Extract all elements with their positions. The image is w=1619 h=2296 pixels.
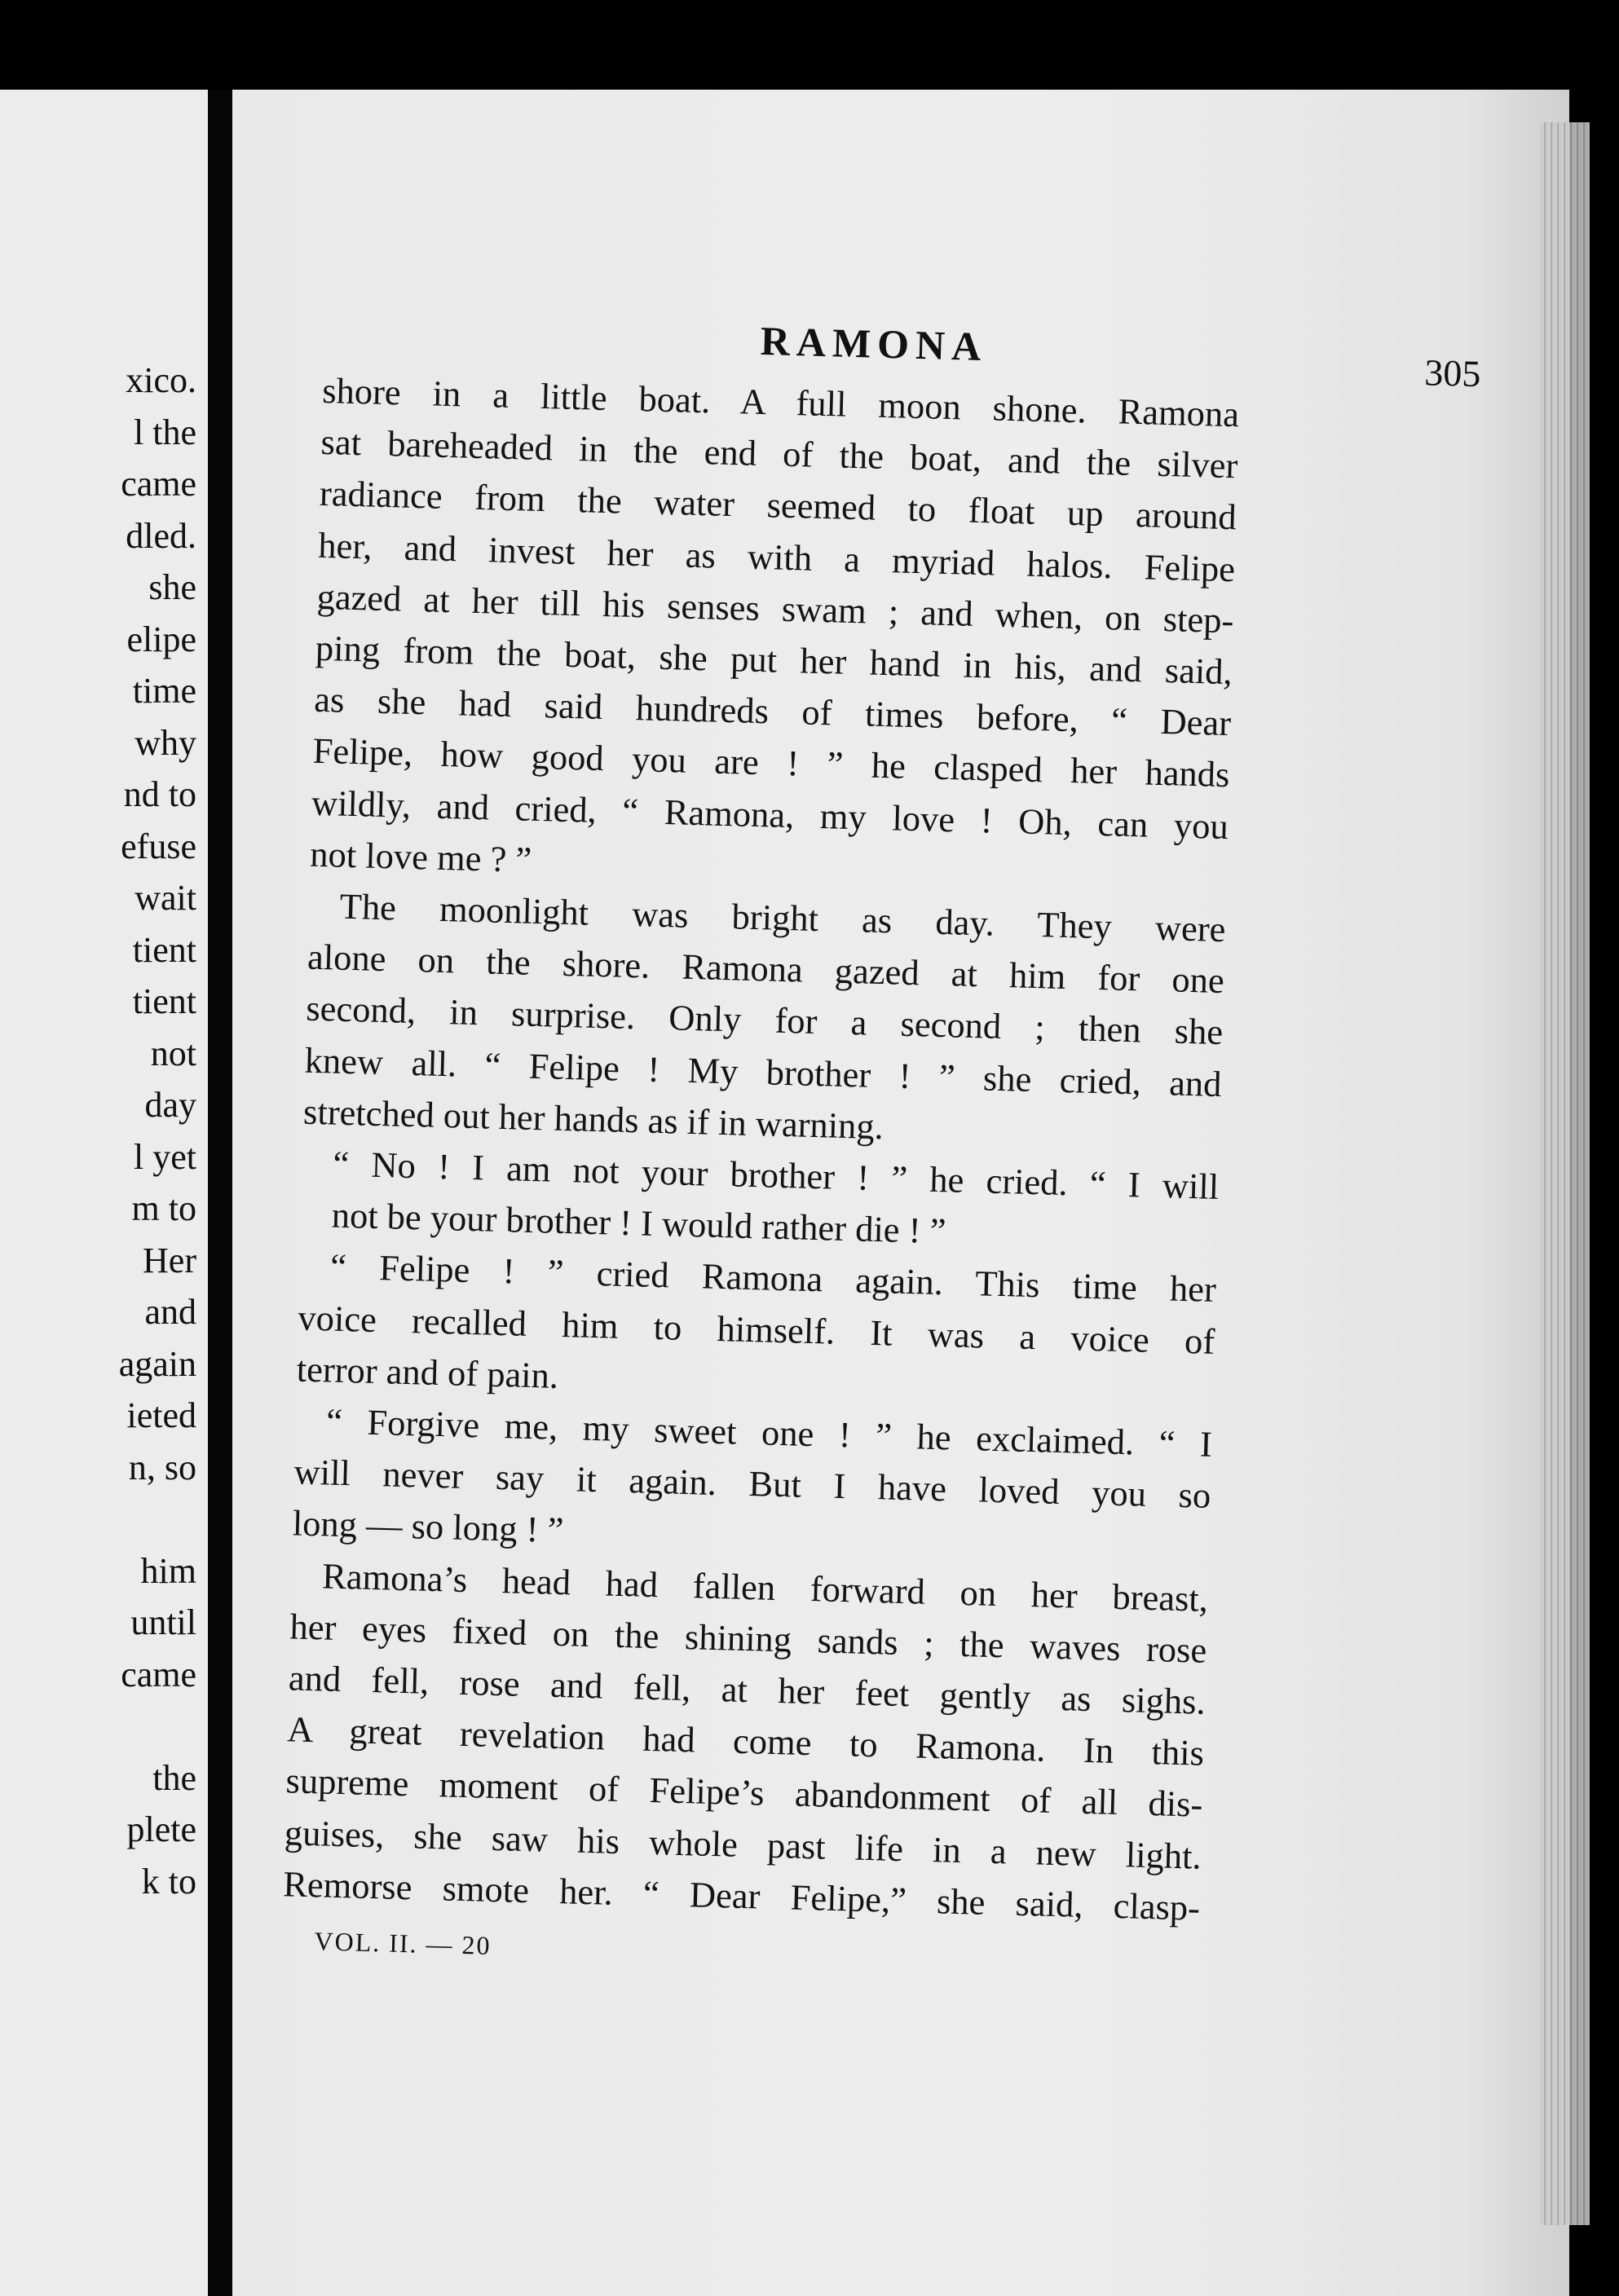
text-line: as she had said hundreds of times before, “ Dear: [313, 678, 1232, 744]
left-page-line: tient: [132, 929, 196, 970]
left-page-line: again: [118, 1343, 196, 1384]
signature-mark: VOL. II. — 20: [314, 1926, 492, 1960]
left-page-line: came: [121, 464, 196, 504]
text-line: second, in surprise. Only for a second ; then she: [305, 988, 1224, 1053]
left-page-line: him: [140, 1550, 196, 1591]
text-line: her, and invest her as with a myriad halos. Felipe: [317, 524, 1236, 589]
left-page-line: day: [144, 1085, 196, 1125]
left-page-line: tient: [132, 981, 196, 1021]
text-line: ping from the boat, she put her hand in his, and said,: [315, 627, 1233, 693]
left-page-line: m to: [131, 1188, 196, 1228]
book-gutter: [208, 90, 232, 2296]
text-line: her eyes fixed on the shining sands ; the waves rose: [289, 1606, 1207, 1671]
text-line: long — so long ! ”: [292, 1502, 564, 1551]
text-line: alone on the shore. Ramona gazed at him for one: [307, 936, 1225, 1002]
left-page-line: plete: [126, 1809, 196, 1849]
text-line: The moonlight was bright as day. They were: [339, 885, 1227, 950]
left-page-line: elipe: [126, 619, 196, 659]
left-page-line: she: [148, 567, 196, 607]
left-page-line: Her: [143, 1240, 196, 1280]
left-page: [0, 90, 208, 2296]
text-line: “ No ! I am not your brother ! ” he cried. “ I will: [332, 1143, 1220, 1207]
text-line: radiance from the water seemed to float up around: [319, 473, 1237, 538]
left-page-line: until: [130, 1602, 196, 1642]
text-line: “ Felipe ! ” cried Ramona again. This time her: [329, 1245, 1217, 1311]
left-page-line: time: [132, 671, 196, 711]
text-line: “ Forgive me, my sweet one ! ” he exclaimed. “ I: [325, 1400, 1213, 1465]
left-page-line: efuse: [121, 826, 196, 866]
left-page-line: xico.: [126, 360, 196, 400]
text-line: will never say it again. But I have loved you so: [293, 1451, 1211, 1517]
right-page: [232, 90, 1569, 2296]
text-line: knew all. “ Felipe ! My brother ! ” she cried, and: [304, 1039, 1223, 1104]
page-text-block: [282, 90, 1520, 1960]
text-line: Felipe, how good you are ! ” he clasped her hands: [312, 730, 1231, 795]
left-page-text: [0, 90, 208, 2296]
left-page-line: and: [144, 1292, 196, 1332]
text-line: sat bareheaded in the end of the boat, and the silver: [320, 421, 1238, 487]
running-title: RAMONA: [760, 317, 989, 370]
left-page-line: why: [135, 722, 196, 763]
left-page-line: the: [152, 1757, 196, 1798]
left-page-line: came: [121, 1654, 196, 1694]
left-page-line: l the: [134, 412, 196, 452]
page-number: 305: [1423, 351, 1482, 395]
text-line: stretched out her hands as if in warning.: [302, 1091, 884, 1147]
left-page-line: ieted: [126, 1395, 196, 1435]
text-line: supreme moment of Felipe’s abandonment of all dis-: [285, 1760, 1203, 1826]
text-line: terror and of pain.: [296, 1348, 559, 1396]
text-line: shore in a little boat. A full moon shone. Ramona: [321, 369, 1240, 435]
text-line: voice recalled him to himself. It was a voice of: [297, 1297, 1215, 1362]
text-line: guises, she saw his whole past life in a new light.: [284, 1811, 1202, 1877]
running-head: [323, 306, 1514, 395]
left-page-line: not: [150, 1033, 196, 1073]
page-edge-stack: [1541, 122, 1590, 2225]
text-line: gazed at her till his senses swam ; and when, on step-: [316, 575, 1234, 641]
text-line: wildly, and cried, “ Ramona, my love ! Oh, can you: [311, 782, 1229, 847]
left-page-line: k to: [141, 1861, 196, 1902]
left-page-line: n, so: [128, 1447, 196, 1487]
text-line: Ramona’s head had fallen forward on her breast,: [321, 1554, 1209, 1620]
text-line: not love me ? ”: [309, 833, 532, 880]
left-page-line: dled.: [126, 515, 196, 556]
left-page-line: nd to: [123, 774, 196, 814]
left-page-line: wait: [135, 878, 196, 918]
text-line: not be your brother ! I would rather die ! ”: [331, 1194, 947, 1252]
text-line: A great revelation had come to Ramona. In this: [286, 1708, 1205, 1774]
left-page-line: l yet: [134, 1136, 196, 1177]
text-line: Remorse smote her. “ Dear Felipe,” she said, clasp-: [282, 1863, 1201, 1928]
text-line: and fell, rose and fell, at her feet gently as sighs.: [288, 1657, 1207, 1722]
